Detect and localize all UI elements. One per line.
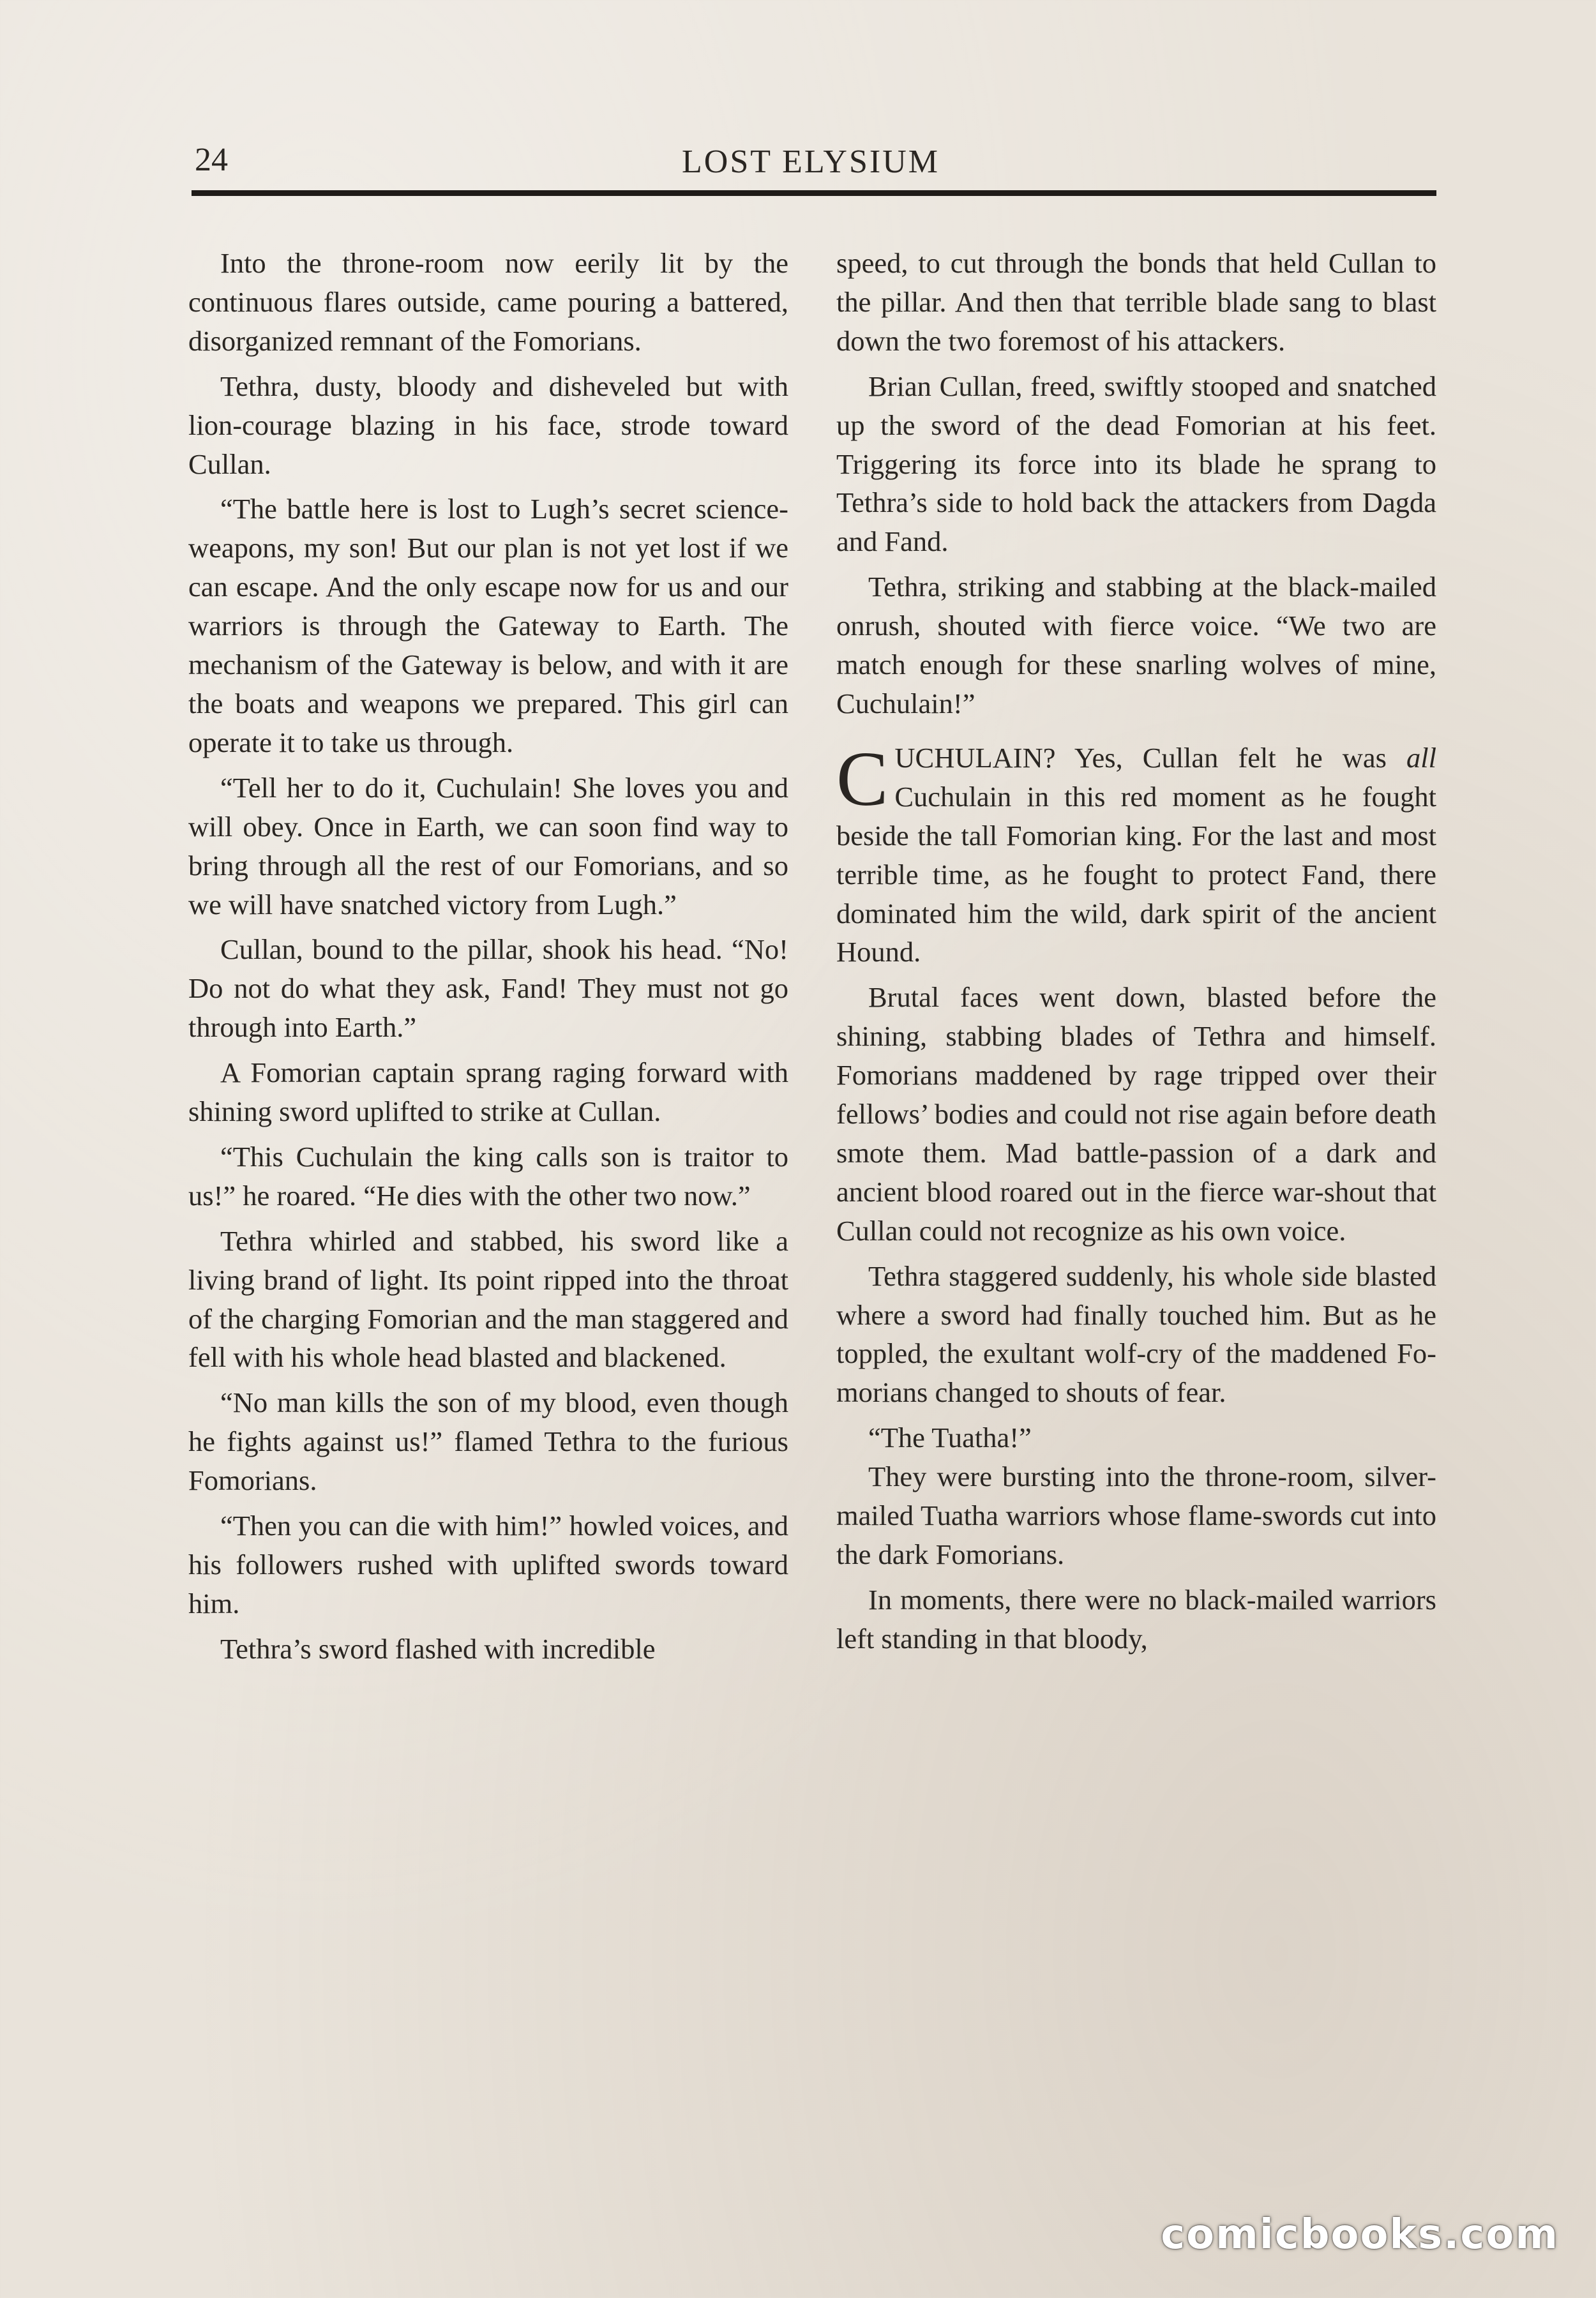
running-title: LOST ELYSIUM	[682, 144, 940, 180]
paragraph: Brian Cullan, freed, swiftly stooped and snatched up the sword of the dead Fomorian at his feet. Triggering its force into its blade he sprang to Tethra’s side to hold back the attackers from Dagda and Fand.	[836, 370, 1436, 558]
paragraph: In moments, there were no black-mailed warriors left standing in that bloody,	[836, 1583, 1436, 1655]
paragraph: Tethra’s sword flashed with incredible	[220, 1632, 656, 1665]
dropcap-letter: C	[836, 735, 889, 822]
header-rule	[192, 190, 1436, 196]
emphasis-word: all	[1406, 741, 1436, 774]
paragraph: “The Tuatha!”	[868, 1422, 1032, 1454]
paragraph: speed, to cut through the bonds that held Cullan to the pillar. And then that terrible blade sang to blast down the two foremost of his attackers.	[836, 247, 1436, 357]
dropcap-paragraph	[836, 735, 1436, 972]
paragraph: Tethra staggered suddenly, his whole side blasted where a sword had finally touched him. But as he toppled, the exultant wolf-cry of the maddened Fomorians changed to shouts of fear.	[836, 1259, 1436, 1409]
paragraph: Tethra, striking and stabbing at the black-mailed onrush, shouted with fierce voice. “We two are match enough for these snarling wolves of mine, Cuchulain!”	[836, 571, 1436, 719]
paragraph: “No man kills the son of my blood, even though he fights against us!” flamed Tethra to the furious Fomorians.	[188, 1386, 788, 1497]
paragraph: A Fomorian captain sprang raging forward with shining sword uplifted to strike at Cullan.	[188, 1056, 788, 1128]
paragraph: Tethra whirled and stabbed, his sword like a living brand of light. Its point ripped into the throat of the charging Fomorian and the man staggered and fell with his whole head blasted and blackened.	[188, 1224, 788, 1374]
right-column	[836, 244, 1436, 1658]
paragraph: “Then you can die with him!” howled voices, and his followers rushed with uplifted swords toward him.	[188, 1510, 788, 1619]
paragraph: “This Cuchulain the king calls son is traitor to us!” he roared. “He dies with the other two now.”	[188, 1140, 788, 1212]
paragraph: “Tell her to do it, Cuchulain! She loves you and will obey. Once in Earth, we can soon find way to bring through all the rest of our Fomorians, and so we will have snatched victory from Lugh.”	[188, 771, 788, 920]
paragraph: They were bursting into the throne-room, silver-mailed Tuatha warriors whose flame-swords cut into the dark Fomorians.	[836, 1461, 1436, 1570]
paragraph: Into the throne-room now eerily lit by the continuous flares outside, came pouring a battered, disorganized remnant of the Fomorians.	[188, 247, 788, 357]
paragraph: “The battle here is lost to Lugh’s secret science-weapons, my son! But our plan is not yet lost if we can escape. And the only escape now for us and our warriors is through the Gateway to Earth. The mechanism of the Gateway is below, and with it are the boats and weapons we prepared. This girl can operate it to take us through.	[188, 493, 788, 758]
watermark: comicbooks.com	[1161, 2211, 1559, 2258]
dropcap-rest: Cuchulain in this red moment as he fought beside the tall Fomorian king. For the last and most terrible time, as he fought to protect Fand, there dominated him the wild, dark spirit of the ancient Hound.	[836, 780, 1436, 968]
paragraph: Tethra, dusty, bloody and disheveled but with lion-courage blazing in his face, strode toward Cullan.	[188, 370, 788, 480]
left-column	[188, 244, 788, 1669]
page-number: 24	[195, 142, 228, 178]
dropcap-lead: UCHULAIN? Yes, Cullan felt he was	[894, 741, 1407, 774]
paragraph: Brutal faces went down, blasted before the shining, stabbing blades of Tethra and himself. Fomorians maddened by rage tripped over their fellows’ bodies and could not rise again before death smote them. Mad battle-passion of a dark and ancient blood roared out in the fierce war-shout that Cullan could not recognize as his own voice.	[836, 981, 1436, 1247]
paragraph: Cullan, bound to the pillar, shook his head. “No! Do not do what they ask, Fand! They must not go through into Earth.”	[188, 933, 788, 1044]
